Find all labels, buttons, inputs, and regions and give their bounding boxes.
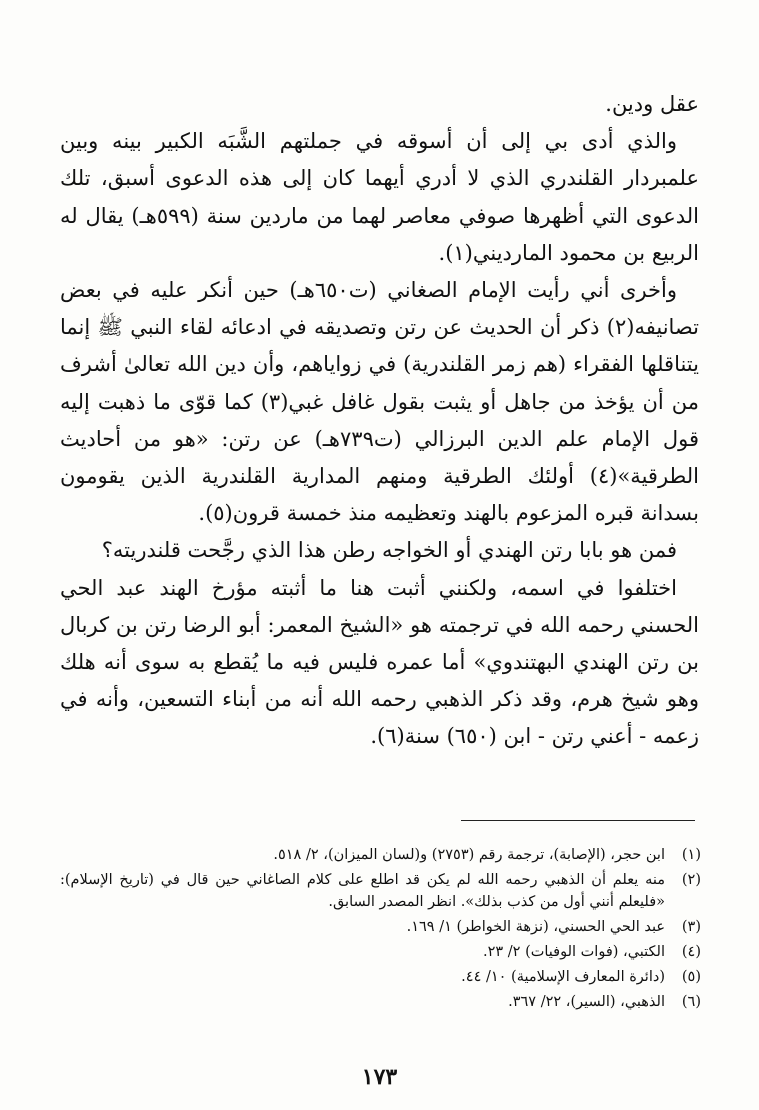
footnote-6 (60, 991, 701, 1013)
footnote-text: عبد الحي الحسني، (نزهة الخواطر) ١/ ١٦٩. (406, 919, 665, 935)
footnote-text: الذهبي، (السير)، ٢٢/ ٣٦٧. (508, 994, 665, 1010)
footnote-text: منه يعلم أن الذهبي رحمه الله لم يكن قد اطلع على كلام الصاغاني حين قال في (تاريخ الإسلام): «فليعلم أنني أول من كذب بذلك». انظر المصدر السابق. (60, 872, 665, 910)
footnote-number: (٤) (681, 944, 701, 960)
footnote-number: (٥) (681, 969, 701, 985)
footnote-text: (دائرة المعارف الإسلامية) ١٠/ ٤٤. (461, 969, 665, 985)
footnote-1 (60, 844, 701, 866)
footnote-number: (٣) (681, 919, 701, 935)
footnote-4 (60, 941, 701, 963)
footnote-3 (60, 916, 701, 938)
footnote-number: (١) (681, 847, 701, 863)
paragraph-3: وأخرى أني رأيت الإمام الصغاني (ت٦٥٠هـ) حين أنكر عليه في بعض تصانيفه(٢) ذكر أن الحديث عن رتن وتصديقه في ادعائه لقاء النبي ﷺ إنما يتناقلها الفقراء (هم زمر القلندرية) في زواياهم، وأن دين الله تعالىٰ أشرف من أن يؤخذ من جاهل أو يثبت بقول غافل غبي(٣) كما قوّى ما ذهبت إليه قول الإمام علم الدين البرزالي (ت٧٣٩هـ) عن رتن: «هو من أحاديث الطرقية»(٤) أولئك الطرقية ومنهم المدارية القلندرية الذين يقومون بسدانة قبره المزعوم بالهند وتعظيمه منذ خمسة قرون(٥). (60, 278, 700, 526)
footnote-5 (60, 966, 701, 988)
footnote-separator (461, 820, 695, 821)
footnote-number: (٢) (681, 872, 701, 888)
main-text (60, 86, 699, 756)
paragraph-5: اختلفوا في اسمه، ولكنني أثبت هنا ما أثبته مؤرخ الهند عبد الحي الحسني رحمه الله في ترجمته هو «الشيخ المعمر: أبو الرضا رتن بن كربال بن رتن الهندي البهتندوي» أما عمره فليس فيه ما يُقطع به سوى أنه هلك وهو شيخ هرم، وقد ذكر الذهبي رحمه الله أنه من أبناء التسعين، وأنه في زعمه - أعني رتن - ابن (٦٥٠) سنة(٦). (60, 575, 699, 749)
page-number: ١٧٣ (361, 1064, 398, 1090)
footnote-text: ابن حجر، (الإصابة)، ترجمة رقم (٢٧٥٣) و(لسان الميزان)، ٢/ ٥١٨. (273, 847, 665, 863)
paragraph-1: عقل ودين. (605, 92, 699, 116)
footnote-text: الكتبي، (فوات الوفيات) ٢/ ٢٣. (482, 944, 665, 960)
footnote-2 (60, 869, 701, 913)
paragraph-4: فمن هو بابا رتن الهندي أو الخواجه رطن هذا الذي رجَّحت قلندريته؟ (101, 538, 677, 563)
footnotes-list (60, 844, 701, 1016)
paragraph-2: والذي أدى بي إلى أن أسوقه في جملتهم الشَّبَه الكبير بينه وبين علمبردار القلندري الذي لا أدري أيهما كان إلى هذه الدعوى أسبق، تلك الدعوى التي أظهرها صوفي معاصر لهما من ماردين سنة (٥٩٩هـ) يقال له الربيع بن محمود المارديني(١). (60, 129, 699, 265)
footnote-number: (٦) (681, 994, 701, 1010)
